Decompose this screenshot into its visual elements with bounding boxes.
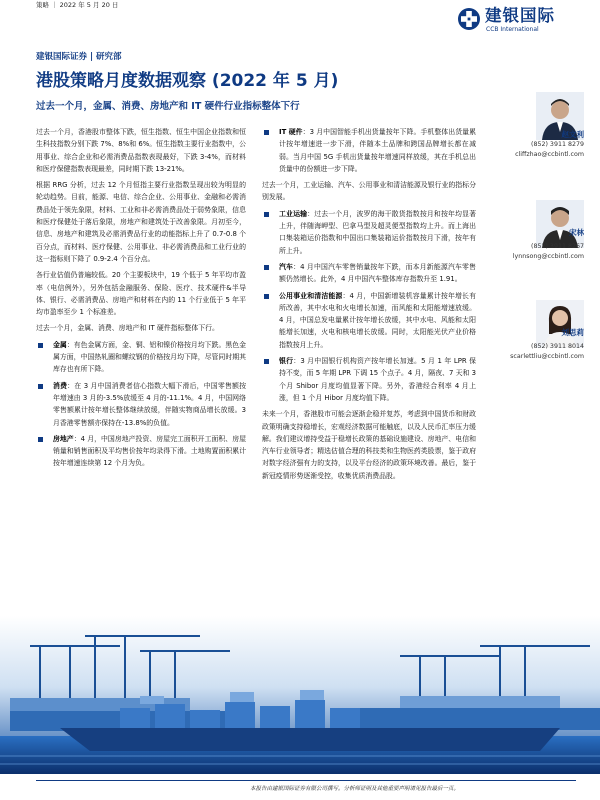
- bullet-metals: [36, 339, 246, 376]
- analyst-card: [484, 92, 584, 162]
- bullet-square-icon: [38, 384, 43, 389]
- paragraph-market-overview: 过去一个月，香港股市整体下跌，恒生指数、恒生中国企业指数和恒生科技指数分别下跌 7%、8%和 6%。恒生指数主要行业指数中，公用事业、综合企业和必需消费品指数表现最好，下跌 3-4%，而材料和医疗保健指数表现最差，同时期下跌 13-21%。: [36, 128, 246, 173]
- bullet-transport-head: 工业运输: [279, 209, 308, 218]
- bullet-autos: [262, 261, 476, 286]
- analyst-phone: (852) 3911 8267: [531, 243, 584, 250]
- port-banner-image: [0, 616, 600, 774]
- analyst-card: [484, 300, 584, 380]
- analyst-photo: [536, 200, 584, 248]
- bullet-square-icon: [264, 212, 269, 217]
- company-logo: [457, 7, 577, 35]
- bullet-utilities-body: ：4 月，中国新增装机容量累计按年增长有所改善，其中水电和火电增长加速，而风能和太阳能增速放缓。4 月，中国总发电量累计按年增长放缓，其中水电、风能和太阳能增长加速，火电和核电增长放缓。同时，太阳能光伏产业价格指数按月上升。: [279, 291, 477, 349]
- bullet-it-hardware-body: ：3 月中国智能手机出货量按年下降。手机整体出货量累计按年增速进一步下滑，伴随本土品牌和跨国品牌增长都在减弱。当月中国 5G 手机出货量按年增速同样放缓，其在手机总出货量中的份额进一步下降。: [279, 128, 476, 173]
- analyst-email[interactable]: scarlettliu@ccbintl.com: [510, 353, 584, 360]
- analyst-name: 刘思莉: [561, 328, 584, 337]
- bullet-square-icon: [264, 130, 269, 135]
- logo-subtitle: CCB International: [486, 26, 539, 33]
- bullet-property-head: 房地产: [53, 434, 74, 443]
- bullet-transport: [262, 208, 476, 257]
- paragraph-valuation: 各行业估值仍普遍较低。20 个主要板块中，19 个低于 5 年平均市盈率（电信例外），另外包括金融服务、保险、医疗、技术硬件&半导体、银行、必需消费品、房地产和材料在内的 11 个行业低于 5 年平均市盈率至少 1 个标准差。: [36, 271, 246, 317]
- logo-name: 建银国际: [485, 6, 555, 25]
- header-topbar: 策略 ｜ 2022 年 5 月 20 日: [36, 1, 119, 9]
- bullet-square-icon: [264, 265, 269, 270]
- bullet-transport-body: ：过去一个月，波罗的海干散货指数按月和按年均显著上升，伴随海岬型、巴拿马型及超灵便型指数均上升。而上海出口集装箱运价指数和中国出口集装箱运价指数按月下滑，按年有所上升。: [279, 209, 477, 255]
- bullet-banks-body: ：3 月中国银行机构资产按年增长加速。5 月 1 年 LPR 保持不变，而 5 年期 LPR 下调 15 个点子。4 月，隔夜、7 天和 3 个月 Shibor 月度均值显著下降。另外，香港经合利率 4 月上涨，但 1 个月 Hibor 月度均值下降。: [279, 357, 476, 402]
- analyst-photo: [536, 300, 584, 348]
- bullet-utilities-head: 公用事业和清洁能源: [279, 291, 343, 300]
- bullet-property-body: ：4 月，中国房地产投资、房屋完工面积开工面积、房屋销量和销售面积及平均售价按年均录得下滑。土地购置面积累计按年增速连续第 12 个月为负。: [53, 434, 246, 468]
- bullet-consumption-body: ：在 3 月中国消费者信心指数大幅下滑后，中国零售额按年增速由 3 月的-3.5%放缓至 4 月的-11.1%。4 月，中国网络零售额累计按年增长整体继续放缓，伴随实物商品增长放缓。3 月香港零售额亦保持在-13.8%的负值。: [53, 381, 247, 427]
- footer-disclaimer: 本报告由建银国际证券有限公司撰写。分析师证明及其他重要声明请见报告最后一页。: [250, 786, 460, 792]
- report-title: 港股策略月度数据观察 (2022 年 5 月): [36, 71, 339, 91]
- department-label: 建银国际证券 | 研究部: [36, 52, 122, 62]
- bullet-consumption: [36, 380, 246, 429]
- left-column: [36, 126, 246, 474]
- analyst-card: [484, 200, 584, 270]
- bullet-autos-head: 汽车: [279, 262, 294, 271]
- bullet-square-icon: [264, 359, 269, 364]
- bullet-consumption-head: 消费: [53, 381, 68, 390]
- bullet-utilities: [262, 290, 476, 351]
- analyst-email[interactable]: lynnsong@ccbintl.com: [512, 253, 584, 260]
- bullet-metals-body: ：有色金属方面，金、铜、铝和镍价格按月均下跌。黑色金属方面，中国热轧圈和螺纹钢的价格按月均下降，尽管同时期其库存也有所下降。: [53, 340, 247, 374]
- bullet-banks-head: 银行: [279, 357, 294, 366]
- ccb-logo-icon: [457, 7, 481, 31]
- paragraph-indicators-down: 过去一个月，金属、消费、房地产和 IT 硬件指标整体下行。: [36, 324, 219, 333]
- paragraph-rrg-analysis: 根据 RRG 分析，过去 12 个月恒指主要行业指数呈现出较为明显的轮动趋势。目前，能源、电信、综合企业、公用事业、金融和必需消费品处于领先象限，材料、工业和非必需消费品处于弱势象限，信息和医疗保健处于落后象限，房地产和建筑处于改善象限。月初至今，信息、房地产和建筑及必需消费品行业的动能指标上升了 0.7-0.8 个百分点，而材料、医疗保健、公用事业、非必需消费品和工业行业的这一指标则下降了 0.9-2.4 个百分点。: [36, 181, 246, 263]
- analyst-phone: (852) 3911 8014: [531, 343, 584, 350]
- analyst-name: 赵文利: [561, 130, 584, 139]
- bullet-autos-body: ：4 月中国汽车零售销量按年下跌，而本月新能源汽车零售额仍然增长。此外，4 月中国汽车整体库存指数升至 1.91。: [279, 262, 476, 284]
- bullet-property: [36, 433, 246, 470]
- footer-divider: [36, 780, 576, 781]
- bullet-square-icon: [38, 343, 43, 348]
- bullet-square-icon: [38, 437, 43, 442]
- bullet-it-hardware-head: IT 硬件: [279, 128, 303, 136]
- analyst-phone: (852) 3911 8279: [531, 141, 584, 148]
- bullet-metals-head: 金属: [53, 340, 67, 349]
- paragraph-outlook: 未来一个月，香港股市可能会逐渐企稳并复苏，考虑到中国货币和财政政策明确支持稳增长，宏观经济数据可能触底，以及人民币汇率压力缓解。我们建议增持受益于稳增长政策的基础设施建设、房地产、电信和汽车行业领导者；精选估值合理的科技类和生物医药类股票，鉴于政府对数字经济强有力的支持，以及平台经济的政策环境改善。最后，鉴于新冠疫情形势逐渐受控，收集优质消费品股。: [262, 410, 476, 480]
- paragraph-indicators-mixed: 过去一个月，工业运输、汽车、公用事业和清洁能源及银行业的指标分别发展。: [262, 181, 476, 202]
- middle-column: [262, 126, 476, 486]
- analyst-email[interactable]: cliffzhao@ccbintl.com: [515, 151, 584, 158]
- bullet-it-hardware: [262, 126, 476, 175]
- bullet-square-icon: [264, 294, 269, 299]
- bullet-banks: [262, 355, 476, 404]
- report-subtitle: 过去一个月，金属、消费、房地产和 IT 硬件行业指标整体下行: [36, 101, 300, 112]
- analyst-name: 宋林: [569, 228, 584, 237]
